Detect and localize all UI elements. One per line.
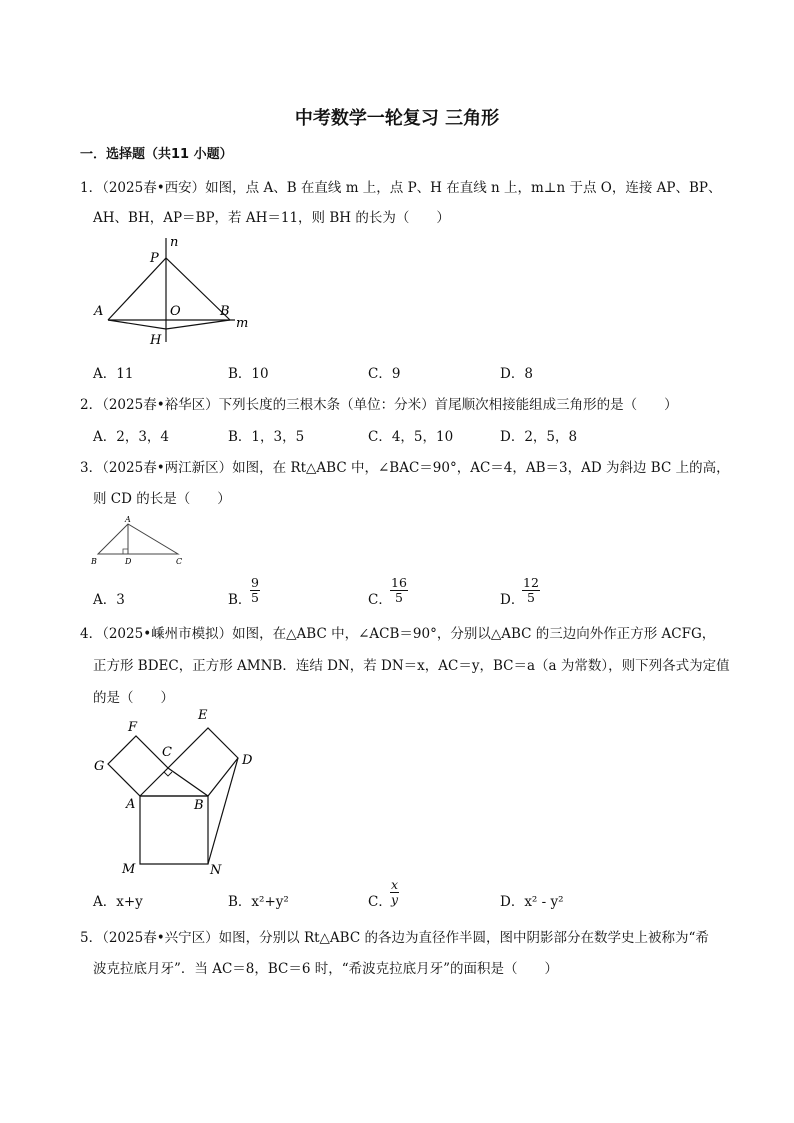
fraction-numerator: 16 — [391, 575, 407, 590]
segment-ah-bh — [108, 320, 230, 329]
q1-option-c: C．9 — [368, 366, 401, 382]
right-angle-mark — [164, 772, 172, 776]
label-p: P — [150, 251, 159, 266]
q1-option-b: B．10 — [228, 366, 269, 382]
label-c: C — [162, 745, 172, 760]
question-5-line-1: 5．（2025春•兴宁区）如图，分别以 Rt△ABC 的各边为直径作半圆，图中阴影部分在数学史上被称为“希 — [80, 930, 709, 946]
label-f: F — [128, 720, 138, 735]
fraction-denominator: 5 — [251, 590, 259, 605]
label-h: H — [150, 333, 162, 348]
label-b: B — [91, 557, 97, 566]
question-3-line-1: 3．（2025春•两江新区）如图，在 Rt△ABC 中，∠BAC＝90°，AC＝4，AB＝3，AD 为斜边 BC 上的高， — [80, 460, 730, 476]
q3-option-c: C． — [368, 592, 392, 608]
q3-option-c-fraction — [390, 576, 408, 605]
label-c: C — [176, 557, 183, 566]
q2-option-a: A．2，3，4 — [93, 429, 170, 445]
label-b: B — [220, 304, 230, 319]
figure-4 — [90, 706, 260, 878]
figure-1 — [90, 234, 260, 349]
question-5-line-2: 波克拉底月牙”．当 AC＝8，BC＝6 时，“希波克拉底月牙”的面积是（ ） — [93, 961, 559, 977]
page-title: 中考数学一轮复习 三角形 — [294, 108, 500, 129]
square-bdec — [168, 728, 238, 796]
q2-option-b: B．1，3，5 — [228, 429, 305, 445]
fraction-denominator: y — [391, 892, 399, 907]
label-o: O — [170, 304, 181, 319]
segment-ap-bp — [108, 258, 230, 320]
label-a: A — [125, 515, 131, 524]
q3-option-b-fraction — [250, 576, 260, 605]
label-d: D — [242, 753, 253, 768]
q2-option-c: C．4，5，10 — [368, 429, 454, 445]
label-m: m — [236, 316, 249, 331]
label-a: A — [126, 797, 136, 812]
question-3-line-2: 则 CD 的长是（ ） — [93, 491, 231, 507]
q1-option-d: D．8 — [500, 366, 533, 382]
label-b: B — [194, 798, 204, 813]
fraction-numerator: 12 — [523, 575, 539, 590]
q4-option-c: C． — [368, 894, 392, 910]
q4-option-d: D．x² - y² — [500, 894, 564, 910]
q4-option-b: B．x²+y² — [228, 894, 289, 910]
q3-option-a: A．3 — [93, 592, 125, 608]
question-2-line-1: 2．（2025春•裕华区）下列长度的三根木条（单位：分米）首尾顺次相接能组成三角形的是（ ） — [80, 397, 678, 413]
q2-option-d: D．2，5，8 — [500, 429, 578, 445]
label-e: E — [198, 708, 208, 723]
fraction-numerator: x — [391, 877, 399, 892]
segment-dn — [208, 758, 238, 864]
q3-option-d: D． — [500, 592, 525, 608]
q4-option-a: A．x+y — [93, 894, 143, 910]
question-4-line-1: 4．（2025•嵊州市模拟）如图，在△ABC 中，∠ACB＝90°，分别以△ABC 的三边向外作正方形 ACFG， — [80, 626, 716, 642]
right-angle-mark — [123, 549, 128, 554]
question-1-line-2: AH、BH，AP＝BP，若 AH＝11，则 BH 的长为（ ） — [93, 210, 450, 226]
label-n: N — [210, 863, 222, 878]
question-4-line-2: 正方形 BDEC，正方形 AMNB．连结 DN，若 DN＝x，AC＝y，BC＝a（a 为常数），则下列各式为定值 — [93, 658, 730, 674]
q3-option-d-fraction — [522, 576, 540, 605]
q1-option-a: A．11 — [93, 366, 134, 382]
label-d: D — [125, 557, 132, 566]
fraction-numerator: 9 — [251, 575, 259, 590]
label-g: G — [94, 759, 105, 774]
square-acfg — [108, 736, 168, 796]
label-n: n — [170, 235, 179, 250]
question-1-line-1: 1．（2025春•西安）如图，点 A、B 在直线 m 上，点 P、H 在直线 n 上，m⊥n 于点 O，连接 AP、BP、 — [80, 180, 722, 196]
fraction-denominator: 5 — [526, 590, 535, 605]
label-a: A — [94, 304, 104, 319]
q3-option-b: B． — [228, 592, 252, 608]
label-m: M — [122, 862, 136, 877]
figure-3 — [88, 514, 188, 570]
triangle-abc — [98, 524, 178, 554]
section-heading: 一．选择题（共11 小题） — [80, 147, 233, 162]
q4-option-c-fraction — [390, 878, 399, 907]
fraction-denominator: 5 — [394, 590, 403, 605]
question-4-line-3: 的是（ ） — [93, 690, 174, 706]
